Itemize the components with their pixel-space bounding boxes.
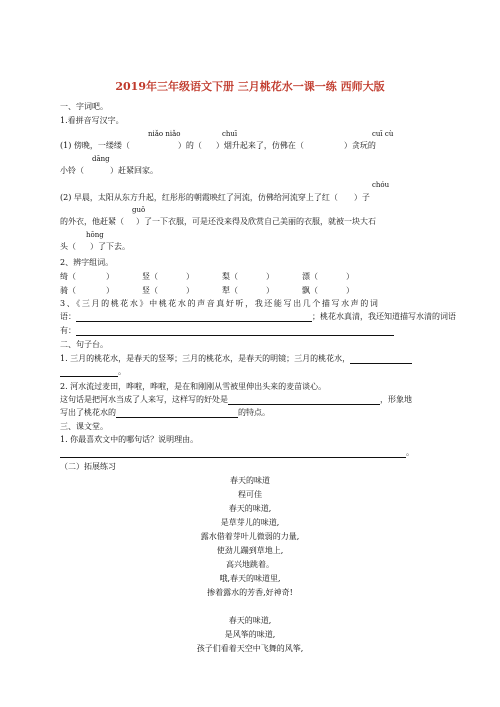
extension-heading: （二）拓展练习 bbox=[60, 462, 116, 471]
sentence-task-1-cont: 。 bbox=[60, 367, 126, 377]
sentence-2-line-3: 头（ ）了下去。 bbox=[60, 242, 130, 251]
section-3-heading: 三、课文堂。 bbox=[60, 422, 108, 431]
document-title: 2019年三年级语文下册 三月桃花水一课一练 西师大版 bbox=[115, 80, 385, 93]
pinyin-chui: chuī bbox=[222, 130, 238, 138]
sentence-2-line-1: (2) 早晨，太阳从东方升起，红彤彤的朝霞映红了河流，仿佛给河流穿上了红（ ）子 bbox=[60, 193, 370, 202]
pinyin-hong: hōng bbox=[86, 231, 104, 239]
poem-line: 春天的味道, bbox=[228, 504, 272, 513]
question-2: 2、辨字组词。 bbox=[60, 258, 114, 267]
poem-line: 是风筝的味道, bbox=[224, 630, 276, 639]
poem-line: 哦,春天的味道里, bbox=[219, 574, 281, 583]
poem-line: 使劲儿蹦到草地上, bbox=[216, 546, 284, 555]
section-1-heading: 一、字词吧。 bbox=[60, 102, 108, 111]
pinyin-guo: guǒ bbox=[132, 206, 146, 214]
sentence-task-1: 1. 三月的桃花水，是春天的竖琴；三月的桃花水，是春天的明镜；三月的桃花水， bbox=[60, 354, 412, 364]
poem-author: 程可佳 bbox=[238, 490, 262, 499]
sentence-1-line-2: 小铃（ ）赶紧回家。 bbox=[60, 166, 158, 175]
sentence-task-2-line-2: 这句话是把河水当成了人来写，这样写的好处是 ，形象地 bbox=[60, 395, 412, 404]
poem-line: 高兴地跳着。 bbox=[226, 560, 274, 569]
answer-blank[interactable] bbox=[350, 355, 412, 364]
word-group-row-1: 绮（ ） 竖（ ） 梨（ ） 漂（ ） bbox=[60, 272, 354, 281]
reading-question-1: 1. 你最喜欢文中的哪句话？说明理由。 bbox=[60, 435, 199, 444]
poem-line: 掺着露水的芳香,好神奇! bbox=[207, 588, 293, 597]
sentence-task-2-line-3: 写出了桃花水的 的特点。 bbox=[60, 408, 270, 417]
pinyin-chou: chóu bbox=[372, 181, 390, 189]
word-group-row-2: 骑（ ） 竖（ ） 犁（ ） 飘（ ） bbox=[60, 286, 354, 295]
reading-answer-line: 。 bbox=[60, 448, 414, 458]
answer-blank[interactable] bbox=[116, 409, 238, 418]
answer-blank[interactable] bbox=[76, 313, 312, 322]
question-3-line-2: 语： ；桃花水真清，我还知道描写水清的词语 bbox=[60, 312, 456, 321]
question-3-line-3: 有： bbox=[60, 326, 394, 336]
pinyin-niaoniao: niǎo niǎo bbox=[148, 130, 181, 138]
poem-title: 春天的味道 bbox=[230, 476, 270, 485]
poem-line: 是草芽儿的味道, bbox=[220, 518, 280, 527]
poem-line: 孩子们看着天空中飞舞的风筝, bbox=[196, 644, 304, 653]
sentence-1-line-1: (1) 傍晚，一缕缕（ ）的（ ）烟升起来了，仿佛在（ ）贪玩的 bbox=[60, 141, 376, 150]
answer-blank[interactable] bbox=[60, 449, 406, 458]
sentence-2-line-2: 的外衣，他赶紧（ ）了一下衣服，可是还没来得及欣赏自己美丽的衣服，就被一块大石 bbox=[60, 217, 376, 226]
answer-blank[interactable] bbox=[76, 327, 394, 336]
poem-line: 露水借着芽叶儿微弱的力量, bbox=[200, 532, 300, 541]
poem-line: 春天的味道, bbox=[228, 616, 272, 625]
sentence-task-2: 2. 河水流过麦田，哗啦，哗啦，是在和刚刚从雪被里伸出头来的麦苗谈心。 bbox=[60, 382, 327, 391]
question-1: 1.看拼音写汉字。 bbox=[60, 116, 124, 125]
section-2-heading: 二、句子台。 bbox=[60, 340, 108, 349]
answer-blank[interactable] bbox=[228, 396, 380, 405]
question-3-line-1: 3、《三月的桃花水》中桃花水的声音真好听，我还能写出几个描写水声的词 bbox=[60, 299, 380, 308]
pinyin-dang: dāng bbox=[92, 155, 110, 163]
answer-blank[interactable] bbox=[60, 368, 118, 377]
pinyin-cuicu: cuī cù bbox=[372, 130, 394, 138]
